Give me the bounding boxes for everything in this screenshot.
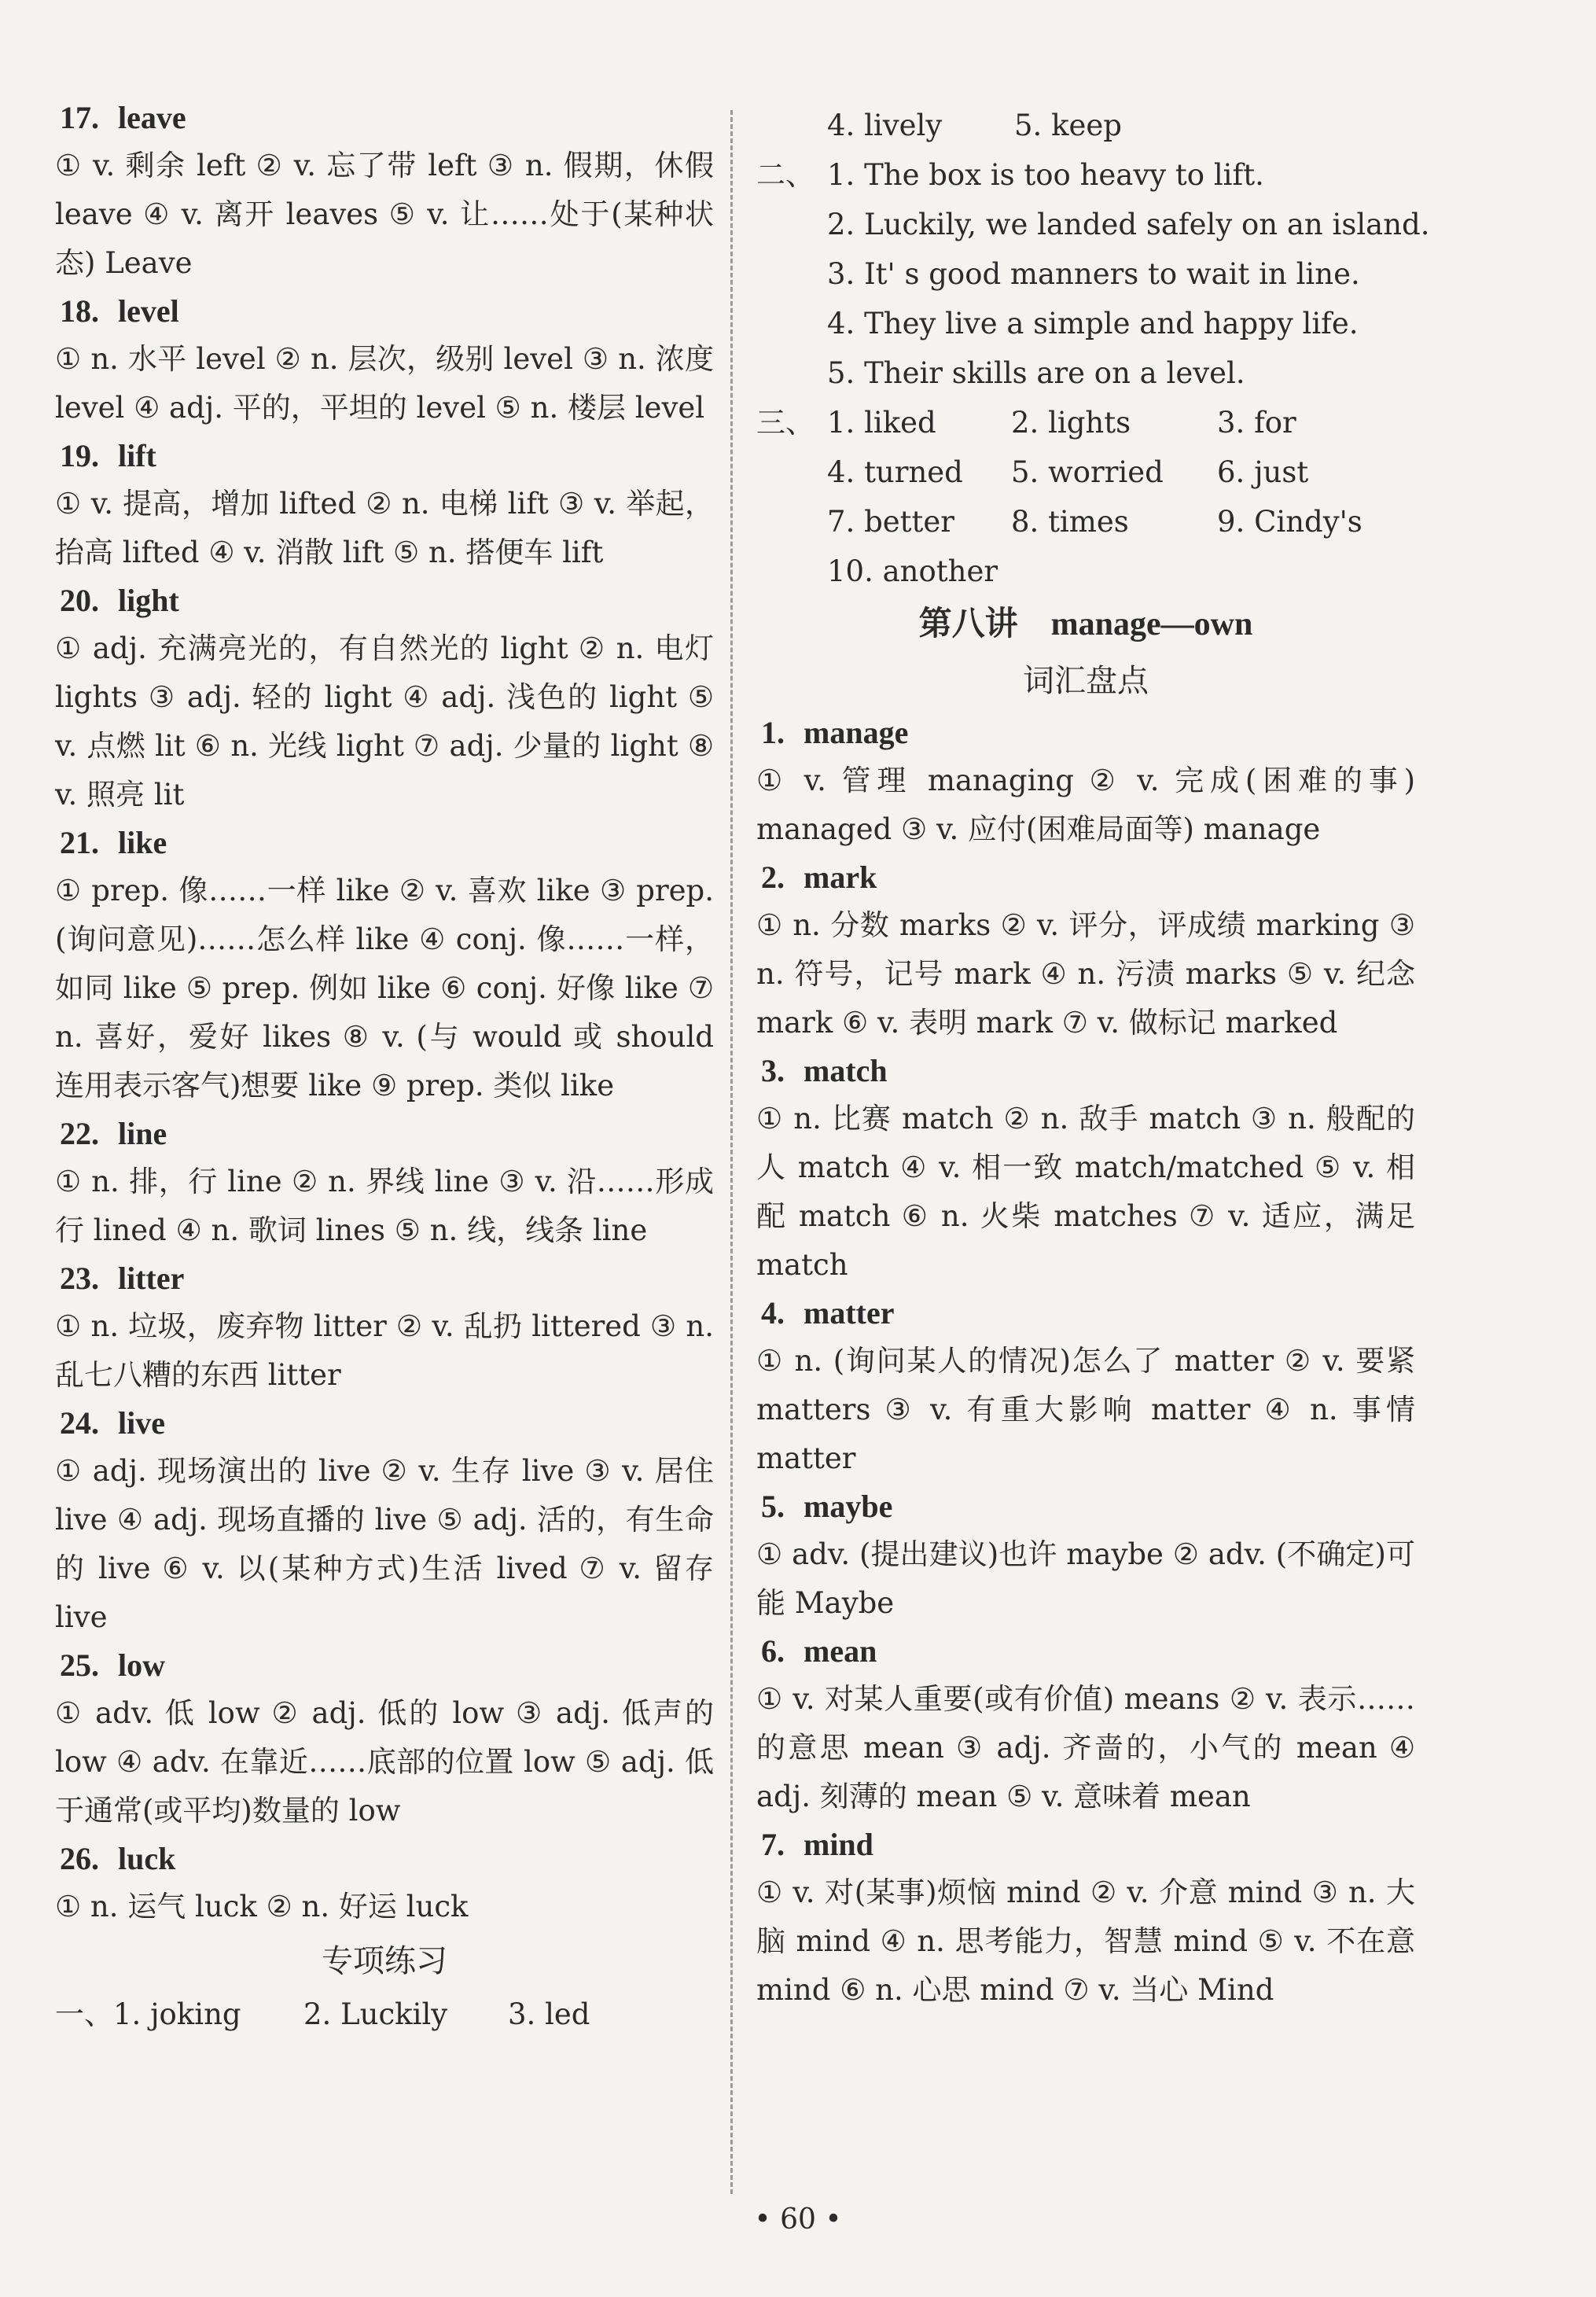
practice-sec2-row xyxy=(756,348,1415,398)
practice-sec3-row xyxy=(756,447,1415,497)
entry-definitions: ① n. 排，行 line ② n. 界线 line ③ v. 沿……形成行 lined ④ n. 歌词 lines ⑤ n. 线，线条 line xyxy=(55,1165,714,1247)
entry-definitions: ① prep. 像……一样 like ② v. 喜欢 like ③ prep. (询问意见)……怎么样 like ④ conj. 像……一样，如同 like ⑤ prep. 例如 like ⑥ conj. 好像 like ⑦ n. 喜好，爱好 likes ⑧ v. (与 would 或 should 连用表示客气)想要 like ⑨ prep. 类似 like xyxy=(55,874,714,1102)
answer-sentence: 2. Luckily, we landed safely on an island. xyxy=(827,208,1430,241)
entry-word: light xyxy=(118,583,179,618)
entry-number: 6. xyxy=(761,1633,785,1669)
entry-headword xyxy=(55,94,714,142)
answer-sentence: 1. The box is too heavy to lift. xyxy=(827,158,1264,192)
entry-headword xyxy=(55,577,714,624)
practice-sec1-row2 xyxy=(756,101,1415,150)
page-number: • 60 • xyxy=(754,2203,842,2236)
entry-definitions: ① v. 剩余 left ② v. 忘了带 left ③ n. 假期，休假 leave ④ v. 离开 leaves ⑤ v. 让……处于(某种状态) Leave xyxy=(55,149,714,280)
answer-item: 7. better xyxy=(827,505,954,539)
practice-sec3-row xyxy=(756,547,1415,596)
answer-sentence: 4. They live a simple and happy life. xyxy=(827,307,1359,341)
answer-item: 1. joking xyxy=(113,1997,241,2031)
practice-sec3-row xyxy=(756,398,1415,447)
entry-number: 3. xyxy=(761,1053,785,1088)
vocabulary-list-l xyxy=(55,94,714,1931)
entry-headword xyxy=(55,1642,714,1689)
answer-item: 8. times xyxy=(1011,505,1129,539)
practice-sec2-row xyxy=(756,249,1415,299)
entry-definitions: ① v. 管理 managing ② v. 完成(困难的事) managed ③ v. 应付(困难局面等) manage xyxy=(756,764,1415,846)
entry-number: 20. xyxy=(60,583,99,618)
answer-item: 5. worried xyxy=(1011,455,1164,489)
answer-item: 2. lights xyxy=(1011,406,1131,440)
entry-headword xyxy=(756,1628,1415,1675)
entry-number: 7. xyxy=(761,1827,785,1862)
entry-headword xyxy=(55,1255,714,1302)
entry-headword xyxy=(55,1835,714,1883)
entry-headword xyxy=(756,1821,1415,1868)
entry-number: 24. xyxy=(60,1405,99,1441)
entry-number: 21. xyxy=(60,825,99,860)
entry-headword xyxy=(55,1400,714,1447)
entry-number: 26. xyxy=(60,1841,99,1876)
vocab-title: 词汇盘点 xyxy=(1023,663,1149,699)
entry-number: 25. xyxy=(60,1647,99,1683)
answer-sentence: 5. Their skills are on a level. xyxy=(827,356,1245,390)
section-marker: 一、 xyxy=(55,1997,113,2031)
answer-item: 6. just xyxy=(1217,455,1309,489)
entry-word: mind xyxy=(804,1827,873,1862)
practice-sec2-row xyxy=(756,200,1430,249)
practice-title: 专项练习 xyxy=(322,1943,447,1979)
entry-word: match xyxy=(804,1053,888,1088)
right-column xyxy=(756,101,1430,2015)
answer-item: 3. led xyxy=(508,1997,590,2031)
entry-headword xyxy=(756,1483,1415,1530)
practice-sec3-row xyxy=(756,497,1415,547)
entry-number: 18. xyxy=(60,293,99,329)
answer-item: 3. for xyxy=(1217,406,1296,440)
entry-word: maybe xyxy=(804,1489,893,1524)
answer-item: 10. another xyxy=(827,554,998,588)
section-marker: 二、 xyxy=(756,158,815,192)
section-marker: 三、 xyxy=(756,406,815,440)
answer-item: 9. Cindy's xyxy=(1217,505,1362,539)
entry-definitions: ① n. 水平 level ② n. 层次，级别 level ③ n. 浓度 level ④ adj. 平的，平坦的 level ⑤ n. 楼层 level xyxy=(55,342,714,425)
entry-definitions: ① n. 垃圾，废弃物 litter ② v. 乱扔 littered ③ n. 乱七八糟的东西 litter xyxy=(55,1309,714,1392)
entry-headword xyxy=(756,854,1415,901)
entry-headword xyxy=(55,433,714,480)
entry-headword xyxy=(756,1290,1415,1337)
entry-definitions: ① n. 比赛 match ② n. 敌手 match ③ n. 般配的人 match ④ v. 相一致 match/matched ⑤ v. 相配 match ⑥ n. 火柴 matches ⑦ v. 适应，满足 match xyxy=(756,1102,1415,1282)
entry-word: litter xyxy=(118,1261,185,1296)
entry-word: lift xyxy=(118,438,156,473)
practice-sec2-row xyxy=(756,299,1415,348)
entry-word: leave xyxy=(118,100,186,135)
entry-number: 4. xyxy=(761,1295,785,1331)
entry-word: level xyxy=(118,293,179,329)
entry-word: low xyxy=(118,1647,165,1683)
answer-sentence: 3. It' s good manners to wait in line. xyxy=(827,257,1360,291)
entry-definitions: ① v. 对某人重要(或有价值) means ② v. 表示……的意思 mean ③ adj. 齐啬的，小气的 mean ④ adj. 刻薄的 mean ⑤ v. 意味着 mean xyxy=(756,1682,1415,1813)
entry-definitions: ① n. 运气 luck ② n. 好运 luck xyxy=(55,1890,469,1923)
entry-definitions: ① v. 提高，增加 lifted ② n. 电梯 lift ③ v. 举起，抬高 lifted ④ v. 消散 lift ⑤ n. 搭便车 lift xyxy=(55,487,714,569)
entry-definitions: ① n. (询问某人的情况)怎么了 matter ② v. 要紧 matters ③ v. 有重大影响 matter ④ n. 事情 matter xyxy=(756,1344,1415,1475)
entry-definitions: ① adv. 低 low ② adj. 低的 low ③ adj. 低声的 low ④ adv. 在靠近……底部的位置 low ⑤ adj. 低于通常(或平均)数量的 low xyxy=(55,1696,714,1828)
entry-word: live xyxy=(118,1405,165,1441)
entry-number: 19. xyxy=(60,438,99,473)
entry-headword xyxy=(55,288,714,335)
entry-word: mark xyxy=(804,860,877,895)
column-divider xyxy=(730,110,733,2194)
entry-word: matter xyxy=(804,1295,895,1331)
entry-definitions: ① adv. (提出建议)也许 maybe ② adv. (不确定)可能 Maybe xyxy=(756,1537,1415,1620)
entry-definitions: ① n. 分数 marks ② v. 评分，评成绩 marking ③ n. 符号，记号 mark ④ n. 污渍 marks ⑤ v. 纪念 mark ⑥ v. 表明 mark ⑦ v. 做标记 marked xyxy=(756,908,1415,1040)
answer-item: 5. keep xyxy=(1014,109,1122,142)
answer-item: 4. lively xyxy=(827,109,943,142)
entry-word: mean xyxy=(804,1633,877,1669)
practice-sec1-row1 xyxy=(55,1990,714,2039)
practice-sec2-row xyxy=(756,150,1415,200)
answer-item: 2. Luckily xyxy=(303,1997,448,2031)
vocabulary-list-r xyxy=(756,709,1415,2015)
entry-headword xyxy=(756,1047,1415,1095)
answer-item: 1. liked xyxy=(827,406,936,440)
entry-headword xyxy=(55,1110,714,1158)
entry-word: manage xyxy=(804,715,909,750)
entry-number: 23. xyxy=(60,1261,99,1296)
entry-word: luck xyxy=(118,1841,176,1876)
entry-definitions: ① v. 对(某事)烦恼 mind ② v. 介意 mind ③ n. 大脑 mind ④ n. 思考能力，智慧 mind ⑤ v. 不在意 mind ⑥ n. 心思 mind ⑦ v. 当心 Mind xyxy=(756,1876,1415,2007)
entry-number: 1. xyxy=(761,715,785,750)
entry-definitions: ① adj. 充满亮光的，有自然光的 light ② n. 电灯 lights ③ adj. 轻的 light ④ adj. 浅色的 light ⑤ v. 点燃 lit ⑥ n. 光线 light ⑦ adj. 少量的 light ⑧ v. 照亮 lit xyxy=(55,631,714,812)
left-column xyxy=(55,94,714,2039)
entry-number: 5. xyxy=(761,1489,785,1524)
entry-number: 2. xyxy=(761,860,785,895)
answer-item: 4. turned xyxy=(827,455,963,489)
entry-word: like xyxy=(118,825,167,860)
entry-word: line xyxy=(118,1116,167,1151)
entry-headword xyxy=(55,819,714,867)
entry-definitions: ① adj. 现场演出的 live ② v. 生存 live ③ v. 居住 live ④ adj. 现场直播的 live ⑤ adj. 活的，有生命的 live ⑥ v. 以(某种方式)生活 lived ⑦ v. 留存 live xyxy=(55,1454,714,1634)
entry-headword xyxy=(756,709,1415,756)
entry-number: 17. xyxy=(60,100,99,135)
entry-number: 22. xyxy=(60,1116,99,1151)
lecture-title: 第八讲 manage—own xyxy=(918,606,1253,642)
